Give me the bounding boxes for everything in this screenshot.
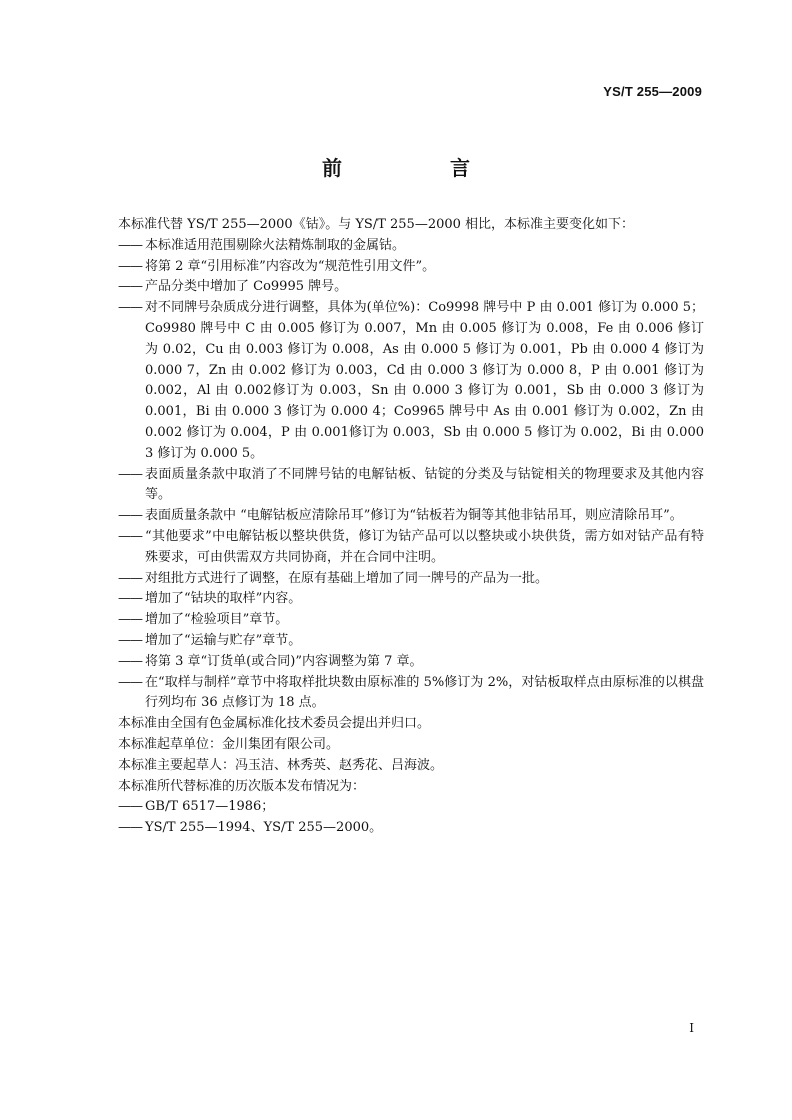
list-dash: —— <box>118 570 142 586</box>
list-dash: —— <box>118 799 142 815</box>
change-item-text: 本标准适用范围剔除火法精炼制取的金属钴。 <box>145 237 406 253</box>
list-dash: —— <box>118 508 142 524</box>
change-item <box>118 673 704 715</box>
change-item <box>118 631 704 652</box>
change-item-text: 增加了“钴块的取样”内容。 <box>145 591 302 607</box>
change-item-text: 增加了“运输与贮存”章节。 <box>145 632 302 648</box>
change-item-text: 产品分类中增加了 Co9995 牌号。 <box>145 279 348 295</box>
list-dash: —— <box>118 528 142 544</box>
change-item <box>118 465 704 507</box>
change-item <box>118 610 704 631</box>
drafters-paragraph: 本标准主要起草人：冯玉洁、林秀英、赵秀花、吕海波。 <box>118 757 444 773</box>
list-dash: —— <box>118 279 142 295</box>
change-item <box>118 652 704 673</box>
list-dash: —— <box>118 466 142 482</box>
history-intro-paragraph: 本标准所代替标准的历次版本发布情况为： <box>118 778 366 794</box>
change-item-text: 对组批方式进行了调整，在原有基础上增加了同一牌号的产品为一批。 <box>145 570 549 586</box>
intro-paragraph: 本标准代替 YS/T 255—2000《钴》。与 YS/T 255—2000 相比，本标准主要变化如下： <box>118 217 635 232</box>
list-dash: —— <box>118 258 142 274</box>
change-item <box>118 569 704 590</box>
drafting-unit-paragraph: 本标准起草单位：金川集团有限公司。 <box>118 736 340 752</box>
change-item-text: 表面质量条款中 “电解钴板应清除吊耳”修订为“钴板若为铜等其他非钴吊耳，则应清除吊耳”。 <box>145 508 683 524</box>
list-dash: —— <box>118 632 142 648</box>
change-item <box>118 506 704 527</box>
page-title: 前 言 <box>322 156 514 180</box>
standard-code: YS/T 255—2009 <box>603 84 702 99</box>
change-item-text: 在“取样与制样”章节中将取样批块数由原标准的 5%修订为 2%，对钴板取样点由原标准的以棋盘行列均布 36 点修订为 18 点。 <box>145 674 704 711</box>
page-number: I <box>689 1021 694 1035</box>
change-item-text: 对不同牌号杂质成分进行调整，具体为(单位%)：Co9998 牌号中 P 由 0.001 修订为 0.000 5；Co9980 牌号中 C 由 0.005 修订为 0.007，Mn 由 0.005 修订为 0.008，Fe 由 0.006 修订为 0.02，Cu 由 0.003 修订为 0.008，As 由 0.000 5 修订为 0.001，Pb 由 0.000 4 修订为 0.000 7，Zn 由 0.002 修订为 0.003，Cd 由 0.000 3 修订为 0.000 8，P 由 0.001 修订为 0.002，Al 由 0.002修订为 0.003，Sn 由 0.000 3 修订为 0.001，Sb 由 0.000 3 修订为 0.001，Bi 由 0.000 3 修订为 0.000 4；Co9965 牌号中 As 由 0.001 修订为 0.002，Zn 由 0.002 修订为 0.004，P 由 0.001修订为 0.003，Sb 由 0.000 5 修订为 0.002，Bi 由 0.000 3 修订为 0.000 5。 <box>145 300 704 461</box>
change-item-text: 将第 2 章“引用标准”内容改为“规范性引用文件”。 <box>145 258 436 274</box>
history-item-text: GB/T 6517—1986； <box>145 799 275 815</box>
list-dash: —— <box>118 674 142 690</box>
change-item-text: 将第 3 章“订货单(或合同)”内容调整为第 7 章。 <box>145 653 423 669</box>
proposed-by-paragraph: 本标准由全国有色金属标准化技术委员会提出并归口。 <box>118 716 431 732</box>
change-item-text: 表面质量条款中取消了不同牌号钴的电解钴板、钴锭的分类及与钴锭相关的物理要求及其他内容等。 <box>145 466 704 503</box>
change-item-text: “其他要求”中电解钴板以整块供货，修订为钴产品可以以整块或小块供货，需方如对钴产品有特殊要求，可由供需双方共同协商，并在合同中注明。 <box>145 528 704 565</box>
list-dash: —— <box>118 612 142 628</box>
list-dash: —— <box>118 591 142 607</box>
list-dash: —— <box>118 653 142 669</box>
change-item-text: 增加了“检验项目”章节。 <box>145 612 289 628</box>
list-dash: —— <box>118 820 142 836</box>
change-item <box>118 257 704 278</box>
list-dash: —— <box>118 237 142 253</box>
history-item <box>118 818 704 839</box>
history-item-text: YS/T 255—1994、YS/T 255—2000。 <box>145 820 383 836</box>
history-list <box>118 797 704 839</box>
change-item <box>118 277 704 298</box>
history-item <box>118 797 704 818</box>
changes-list <box>118 236 704 714</box>
list-dash: —— <box>118 300 142 316</box>
foreword-body <box>118 215 704 839</box>
change-item <box>118 527 704 569</box>
change-item <box>118 298 704 464</box>
change-item <box>118 236 704 257</box>
change-item <box>118 589 704 610</box>
